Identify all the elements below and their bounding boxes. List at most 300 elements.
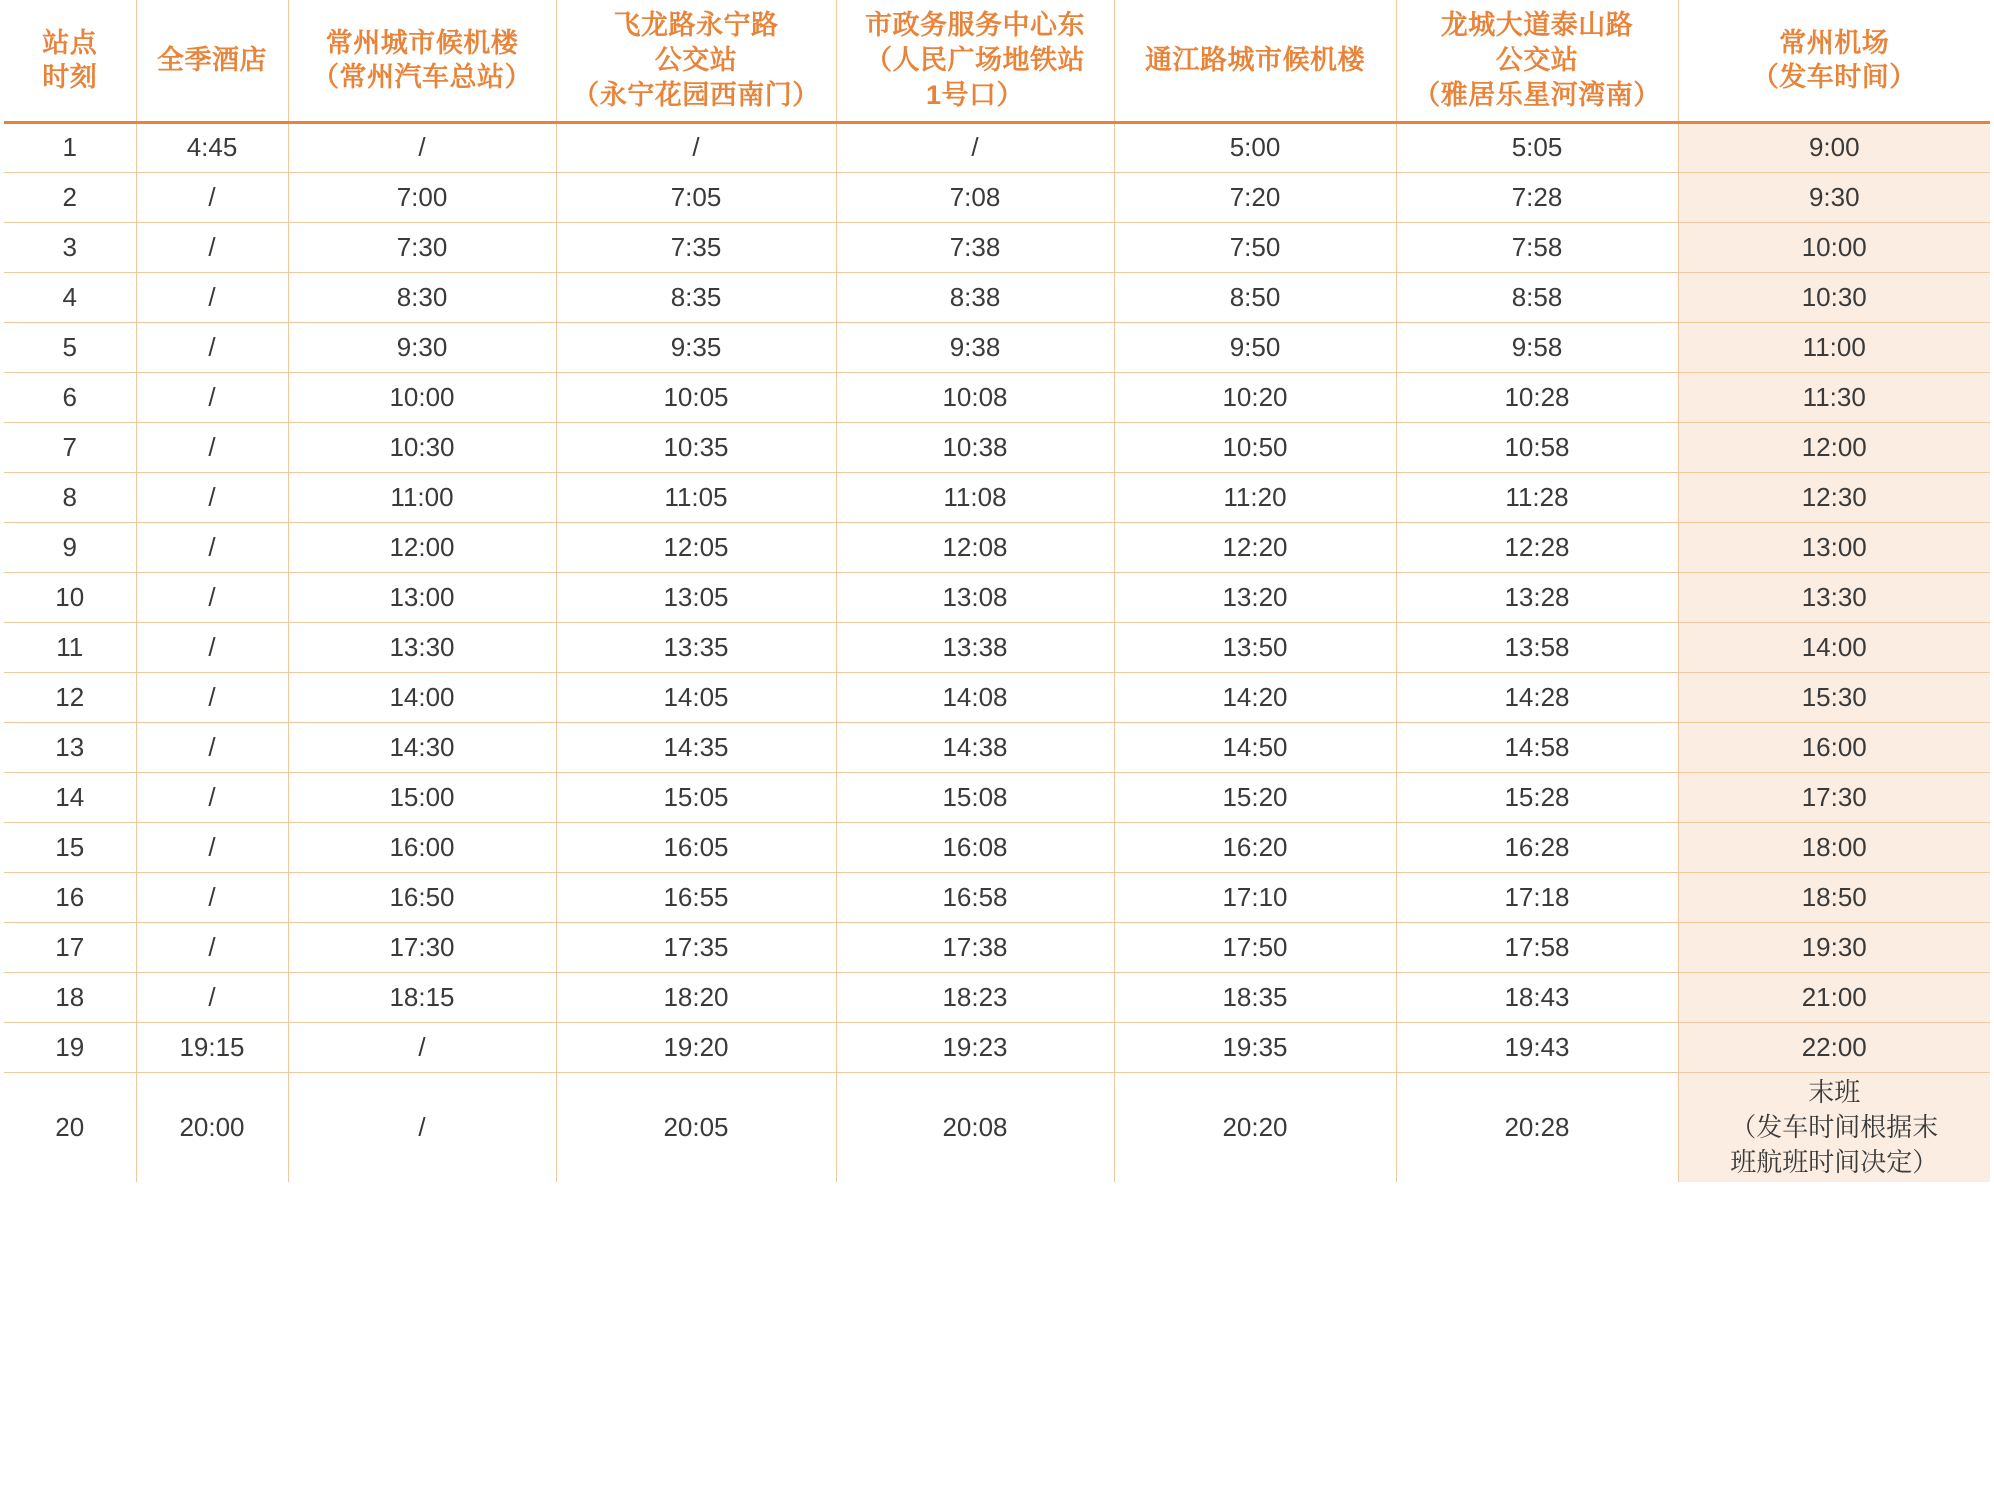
time-cell bbox=[1114, 872, 1396, 922]
row-index-cell bbox=[4, 222, 136, 272]
cell-value: 11:20 bbox=[1223, 481, 1287, 512]
cell-value: 13:30 bbox=[389, 631, 455, 662]
column-header-7 bbox=[1678, 0, 1990, 122]
cell-value: 13:35 bbox=[663, 631, 729, 662]
time-cell bbox=[136, 222, 288, 272]
row-index-cell bbox=[4, 972, 136, 1022]
table-row bbox=[4, 622, 1990, 672]
time-cell bbox=[288, 472, 556, 522]
cell-value: 19:35 bbox=[1222, 1031, 1288, 1062]
header-row bbox=[4, 0, 1990, 122]
time-cell bbox=[136, 172, 288, 222]
time-cell bbox=[1396, 222, 1678, 272]
time-cell bbox=[1678, 722, 1990, 772]
cell-value: 5:05 bbox=[1511, 132, 1563, 162]
cell-value: / bbox=[208, 481, 216, 512]
time-cell bbox=[1396, 622, 1678, 672]
time-cell bbox=[556, 672, 836, 722]
cell-value: 4:45 bbox=[186, 132, 238, 162]
cell-value: 12:20 bbox=[1222, 531, 1288, 562]
cell-value: 21:00 bbox=[1801, 981, 1867, 1012]
time-cell bbox=[556, 472, 836, 522]
table-row bbox=[4, 322, 1990, 372]
cell-value: 16:58 bbox=[942, 881, 1008, 912]
time-cell bbox=[836, 522, 1114, 572]
time-cell bbox=[1678, 372, 1990, 422]
time-cell bbox=[1114, 572, 1396, 622]
time-cell bbox=[288, 272, 556, 322]
time-cell bbox=[288, 122, 556, 172]
time-cell bbox=[836, 972, 1114, 1022]
cell-value: 12:28 bbox=[1504, 531, 1570, 562]
column-header-line: 全季酒店 bbox=[157, 44, 267, 75]
column-header-0 bbox=[4, 0, 136, 122]
time-cell bbox=[136, 372, 288, 422]
column-header-6 bbox=[1396, 0, 1678, 122]
time-cell bbox=[136, 872, 288, 922]
column-header-line: （永宁花园西南门） bbox=[572, 79, 820, 110]
time-cell bbox=[288, 822, 556, 872]
column-header-line: 站点 bbox=[42, 27, 98, 58]
column-header-line: （常州汽车总站） bbox=[312, 62, 532, 93]
cell-value: 15:20 bbox=[1222, 781, 1288, 812]
table-row bbox=[4, 1022, 1990, 1072]
cell-value: 10:30 bbox=[1801, 281, 1867, 312]
cell-value: 20:20 bbox=[1222, 1111, 1288, 1142]
time-cell bbox=[1678, 122, 1990, 172]
time-cell bbox=[1396, 1072, 1678, 1182]
time-cell bbox=[1396, 1022, 1678, 1072]
time-cell bbox=[556, 222, 836, 272]
time-cell bbox=[1114, 1072, 1396, 1182]
cell-value: / bbox=[208, 281, 216, 312]
time-cell bbox=[1678, 622, 1990, 672]
time-cell bbox=[136, 972, 288, 1022]
cell-value: / bbox=[208, 981, 216, 1012]
column-header-4 bbox=[836, 0, 1114, 122]
time-cell bbox=[288, 1072, 556, 1182]
time-cell bbox=[136, 322, 288, 372]
column-header-1 bbox=[136, 0, 288, 122]
cell-value: 17:35 bbox=[663, 931, 729, 962]
time-cell bbox=[836, 1022, 1114, 1072]
table-row bbox=[4, 572, 1990, 622]
cell-value: 18 bbox=[55, 981, 85, 1012]
cell-value: / bbox=[208, 631, 216, 662]
time-cell bbox=[1396, 822, 1678, 872]
cell-value: / bbox=[418, 1111, 426, 1142]
cell-value: 18:35 bbox=[1222, 981, 1288, 1012]
time-cell bbox=[288, 772, 556, 822]
cell-value: 17:18 bbox=[1504, 881, 1570, 912]
cell-value: 9 bbox=[62, 531, 77, 562]
time-cell bbox=[1678, 972, 1990, 1022]
cell-value: 10:30 bbox=[389, 431, 455, 462]
cell-value: 17:50 bbox=[1222, 931, 1288, 962]
cell-value: 10:08 bbox=[942, 381, 1008, 412]
time-cell bbox=[1114, 272, 1396, 322]
time-cell bbox=[556, 572, 836, 622]
time-cell bbox=[1678, 422, 1990, 472]
time-cell bbox=[836, 822, 1114, 872]
cell-value: 8:30 bbox=[396, 281, 448, 312]
cell-value: 1 bbox=[62, 132, 77, 162]
cell-value: 13:20 bbox=[1222, 581, 1288, 612]
cell-value: 13:50 bbox=[1222, 631, 1288, 662]
time-cell bbox=[1678, 922, 1990, 972]
cell-value: 20:05 bbox=[663, 1111, 729, 1142]
table-row bbox=[4, 872, 1990, 922]
time-cell bbox=[1396, 372, 1678, 422]
cell-value: 17:10 bbox=[1222, 881, 1288, 912]
cell-value: 2 bbox=[62, 181, 77, 212]
time-cell bbox=[288, 672, 556, 722]
time-cell bbox=[1396, 922, 1678, 972]
cell-value: 18:50 bbox=[1801, 881, 1867, 912]
cell-value: 14:35 bbox=[663, 731, 729, 762]
cell-value: 18:00 bbox=[1801, 831, 1867, 862]
time-cell bbox=[288, 922, 556, 972]
cell-value: 16:05 bbox=[663, 831, 729, 862]
cell-value: 7:38 bbox=[949, 231, 1001, 262]
cell-value: 12:00 bbox=[1801, 431, 1867, 462]
cell-value: 4 bbox=[62, 281, 77, 312]
time-cell bbox=[1114, 672, 1396, 722]
time-cell bbox=[288, 322, 556, 372]
cell-value: / bbox=[208, 181, 216, 212]
cell-value: 13:05 bbox=[663, 581, 729, 612]
cell-value: 17:30 bbox=[389, 931, 455, 962]
time-cell bbox=[1114, 472, 1396, 522]
time-cell bbox=[1396, 422, 1678, 472]
column-header-line: （发车时间） bbox=[1751, 62, 1917, 93]
time-cell bbox=[1396, 522, 1678, 572]
time-cell bbox=[1396, 172, 1678, 222]
cell-value: 17 bbox=[55, 931, 85, 962]
cell-value: 12:08 bbox=[942, 531, 1008, 562]
table-row bbox=[4, 672, 1990, 722]
bus-schedule-table bbox=[4, 0, 1990, 1182]
table-body bbox=[4, 122, 1990, 1182]
cell-value: 9:50 bbox=[1229, 331, 1281, 362]
cell-value: 15:00 bbox=[389, 781, 455, 812]
time-cell bbox=[1396, 272, 1678, 322]
time-cell bbox=[556, 122, 836, 172]
time-cell bbox=[288, 222, 556, 272]
time-cell bbox=[1114, 822, 1396, 872]
time-cell bbox=[836, 122, 1114, 172]
cell-value: 7:08 bbox=[949, 181, 1001, 212]
time-cell bbox=[136, 1072, 288, 1182]
table-row bbox=[4, 422, 1990, 472]
time-cell bbox=[556, 172, 836, 222]
row-index-cell bbox=[4, 622, 136, 672]
cell-value: 7:05 bbox=[670, 181, 722, 212]
cell-value: / bbox=[208, 231, 216, 262]
cell-value: / bbox=[208, 931, 216, 962]
column-header-line: 通江路城市候机楼 bbox=[1145, 44, 1365, 75]
cell-value: 7:35 bbox=[670, 231, 722, 262]
time-cell bbox=[836, 922, 1114, 972]
time-cell bbox=[836, 772, 1114, 822]
row-index-cell bbox=[4, 372, 136, 422]
cell-value: 19:30 bbox=[1801, 931, 1867, 962]
time-cell bbox=[288, 722, 556, 772]
cell-value: 18:43 bbox=[1504, 981, 1570, 1012]
cell-value: / bbox=[208, 681, 216, 712]
time-cell bbox=[1114, 972, 1396, 1022]
cell-value: 7:30 bbox=[396, 231, 448, 262]
cell-value: 7:50 bbox=[1229, 231, 1281, 262]
cell-value: 14:20 bbox=[1222, 681, 1288, 712]
row-index-cell bbox=[4, 122, 136, 172]
cell-value: 19:23 bbox=[942, 1031, 1008, 1062]
time-cell bbox=[1114, 372, 1396, 422]
cell-value: / bbox=[971, 132, 979, 162]
time-cell bbox=[1678, 472, 1990, 522]
time-cell bbox=[1114, 322, 1396, 372]
time-cell bbox=[836, 472, 1114, 522]
cell-value: 11:00 bbox=[1802, 331, 1866, 362]
time-cell bbox=[556, 522, 836, 572]
row-index-cell bbox=[4, 872, 136, 922]
cell-value: 7 bbox=[62, 431, 77, 462]
cell-value: 13 bbox=[55, 731, 85, 762]
table-row bbox=[4, 372, 1990, 422]
cell-value: / bbox=[208, 431, 216, 462]
cell-value: 9:30 bbox=[396, 331, 448, 362]
cell-value: 17:38 bbox=[942, 931, 1008, 962]
cell-value: 10:00 bbox=[1801, 231, 1867, 262]
cell-value: 19 bbox=[55, 1031, 85, 1062]
cell-value: 16:55 bbox=[663, 881, 729, 912]
time-cell bbox=[1114, 522, 1396, 572]
cell-value: 15:05 bbox=[663, 781, 729, 812]
time-cell bbox=[1396, 322, 1678, 372]
cell-value: 14:58 bbox=[1504, 731, 1570, 762]
cell-value: 14:00 bbox=[1801, 631, 1867, 662]
cell-value: 7:20 bbox=[1229, 181, 1281, 212]
cell-value: 12:30 bbox=[1801, 481, 1867, 512]
cell-value: 9:35 bbox=[670, 331, 722, 362]
time-cell bbox=[836, 422, 1114, 472]
column-header-line: 市政务服务中心东 bbox=[865, 10, 1085, 41]
cell-value: 11 bbox=[56, 631, 84, 662]
time-cell bbox=[1678, 222, 1990, 272]
time-cell bbox=[1678, 872, 1990, 922]
cell-value: 9:38 bbox=[949, 331, 1001, 362]
row-index-cell bbox=[4, 722, 136, 772]
cell-value: 16:28 bbox=[1504, 831, 1570, 862]
time-cell bbox=[1396, 872, 1678, 922]
cell-value: 14:00 bbox=[389, 681, 455, 712]
time-cell bbox=[136, 772, 288, 822]
column-header-2 bbox=[288, 0, 556, 122]
time-cell bbox=[556, 622, 836, 672]
time-cell bbox=[1678, 822, 1990, 872]
cell-value: 14 bbox=[55, 781, 85, 812]
cell-value: 10:58 bbox=[1504, 431, 1570, 462]
time-cell bbox=[1678, 1072, 1990, 1182]
time-cell bbox=[136, 822, 288, 872]
column-header-5 bbox=[1114, 0, 1396, 122]
cell-value: / bbox=[208, 581, 216, 612]
cell-value: 18:20 bbox=[663, 981, 729, 1012]
time-cell bbox=[1114, 772, 1396, 822]
cell-value: 20:28 bbox=[1504, 1111, 1570, 1142]
time-cell bbox=[556, 822, 836, 872]
cell-value: / bbox=[208, 731, 216, 762]
cell-value: / bbox=[692, 132, 700, 162]
cell-value: 20:08 bbox=[942, 1111, 1008, 1142]
time-cell bbox=[288, 422, 556, 472]
cell-value: 10:28 bbox=[1504, 381, 1570, 412]
row-index-cell bbox=[4, 672, 136, 722]
cell-value: 10:38 bbox=[942, 431, 1008, 462]
time-cell bbox=[136, 1022, 288, 1072]
cell-value: 20:00 bbox=[179, 1111, 245, 1142]
time-cell bbox=[136, 522, 288, 572]
cell-value: 10:50 bbox=[1222, 431, 1288, 462]
cell-value: 5:00 bbox=[1229, 132, 1281, 162]
time-cell bbox=[556, 372, 836, 422]
row-index-cell bbox=[4, 1072, 136, 1182]
cell-value: 9:58 bbox=[1511, 331, 1563, 362]
time-cell bbox=[836, 222, 1114, 272]
time-cell bbox=[556, 772, 836, 822]
time-cell bbox=[288, 1022, 556, 1072]
cell-value: 10 bbox=[55, 581, 85, 612]
time-cell bbox=[836, 1072, 1114, 1182]
time-cell bbox=[1396, 122, 1678, 172]
note-line: 末班 bbox=[1808, 1076, 1861, 1107]
time-cell bbox=[1678, 572, 1990, 622]
column-header-line: （雅居乐星河湾南） bbox=[1413, 79, 1661, 110]
cell-value: / bbox=[418, 132, 426, 162]
table-row bbox=[4, 122, 1990, 172]
time-cell bbox=[288, 572, 556, 622]
cell-value: 13:28 bbox=[1504, 581, 1570, 612]
cell-value: 22:00 bbox=[1801, 1031, 1867, 1062]
time-cell bbox=[556, 322, 836, 372]
time-cell bbox=[1678, 672, 1990, 722]
time-cell bbox=[1396, 472, 1678, 522]
cell-value: 8:38 bbox=[949, 281, 1001, 312]
time-cell bbox=[1114, 172, 1396, 222]
cell-value: / bbox=[208, 781, 216, 812]
row-index-cell bbox=[4, 1022, 136, 1072]
cell-value: 14:05 bbox=[663, 681, 729, 712]
cell-value: 12 bbox=[55, 681, 85, 712]
time-cell bbox=[1114, 922, 1396, 972]
time-cell bbox=[136, 272, 288, 322]
table-header bbox=[4, 0, 1990, 122]
time-cell bbox=[136, 572, 288, 622]
cell-value: 11:08 bbox=[943, 481, 1007, 512]
time-cell bbox=[556, 422, 836, 472]
cell-value: 13:00 bbox=[389, 581, 455, 612]
time-cell bbox=[1114, 1022, 1396, 1072]
row-index-cell bbox=[4, 472, 136, 522]
time-cell bbox=[556, 1022, 836, 1072]
table-row bbox=[4, 722, 1990, 772]
row-index-cell bbox=[4, 172, 136, 222]
cell-value: 11:00 bbox=[390, 481, 454, 512]
cell-value: 7:28 bbox=[1511, 181, 1563, 212]
time-cell bbox=[556, 722, 836, 772]
cell-value: 10:20 bbox=[1222, 381, 1288, 412]
cell-value: 9:00 bbox=[1808, 132, 1860, 162]
time-cell bbox=[1678, 322, 1990, 372]
cell-value: 12:05 bbox=[663, 531, 729, 562]
time-cell bbox=[836, 672, 1114, 722]
time-cell bbox=[556, 272, 836, 322]
table-row bbox=[4, 222, 1990, 272]
time-cell bbox=[288, 522, 556, 572]
time-cell bbox=[288, 972, 556, 1022]
time-cell bbox=[1678, 172, 1990, 222]
row-index-cell bbox=[4, 422, 136, 472]
cell-value: / bbox=[208, 881, 216, 912]
table-row bbox=[4, 472, 1990, 522]
cell-value: / bbox=[208, 531, 216, 562]
cell-value: 6 bbox=[62, 381, 77, 412]
cell-value: 5 bbox=[62, 331, 77, 362]
table-row bbox=[4, 972, 1990, 1022]
note-line: 班航班时间决定） bbox=[1730, 1146, 1939, 1177]
time-cell bbox=[288, 172, 556, 222]
column-header-line: （人民广场地铁站 bbox=[865, 44, 1085, 75]
column-header-line: 1号口） bbox=[925, 79, 1025, 110]
time-cell bbox=[1678, 272, 1990, 322]
column-header-line: 时刻 bbox=[42, 62, 98, 93]
time-cell bbox=[1396, 972, 1678, 1022]
time-cell bbox=[136, 922, 288, 972]
cell-value: 11:05 bbox=[664, 481, 728, 512]
time-cell bbox=[1114, 222, 1396, 272]
cell-value: 10:05 bbox=[663, 381, 729, 412]
cell-value: 19:20 bbox=[663, 1031, 729, 1062]
row-index-cell bbox=[4, 922, 136, 972]
time-cell bbox=[1114, 122, 1396, 172]
time-cell bbox=[1678, 772, 1990, 822]
cell-value: 14:38 bbox=[942, 731, 1008, 762]
cell-value: 8:35 bbox=[670, 281, 722, 312]
cell-value: / bbox=[208, 331, 216, 362]
cell-value: 16:50 bbox=[389, 881, 455, 912]
cell-value: 8:58 bbox=[1511, 281, 1563, 312]
time-cell bbox=[288, 872, 556, 922]
cell-value: 14:28 bbox=[1504, 681, 1570, 712]
cell-value: 20 bbox=[55, 1111, 85, 1142]
column-header-line: 公交站 bbox=[1495, 44, 1579, 75]
cell-value: 16:08 bbox=[942, 831, 1008, 862]
table-row bbox=[4, 772, 1990, 822]
cell-value: 12:00 bbox=[389, 531, 455, 562]
cell-value: / bbox=[418, 1031, 426, 1062]
cell-value: 8:50 bbox=[1229, 281, 1281, 312]
cell-value: 16:00 bbox=[1801, 731, 1867, 762]
time-cell bbox=[1114, 422, 1396, 472]
time-cell bbox=[1396, 572, 1678, 622]
time-cell bbox=[556, 872, 836, 922]
cell-value: 13:30 bbox=[1801, 581, 1867, 612]
time-cell bbox=[1396, 722, 1678, 772]
cell-value: 13:00 bbox=[1801, 531, 1867, 562]
column-header-line: 公交站 bbox=[654, 44, 738, 75]
row-index-cell bbox=[4, 822, 136, 872]
time-cell bbox=[556, 922, 836, 972]
